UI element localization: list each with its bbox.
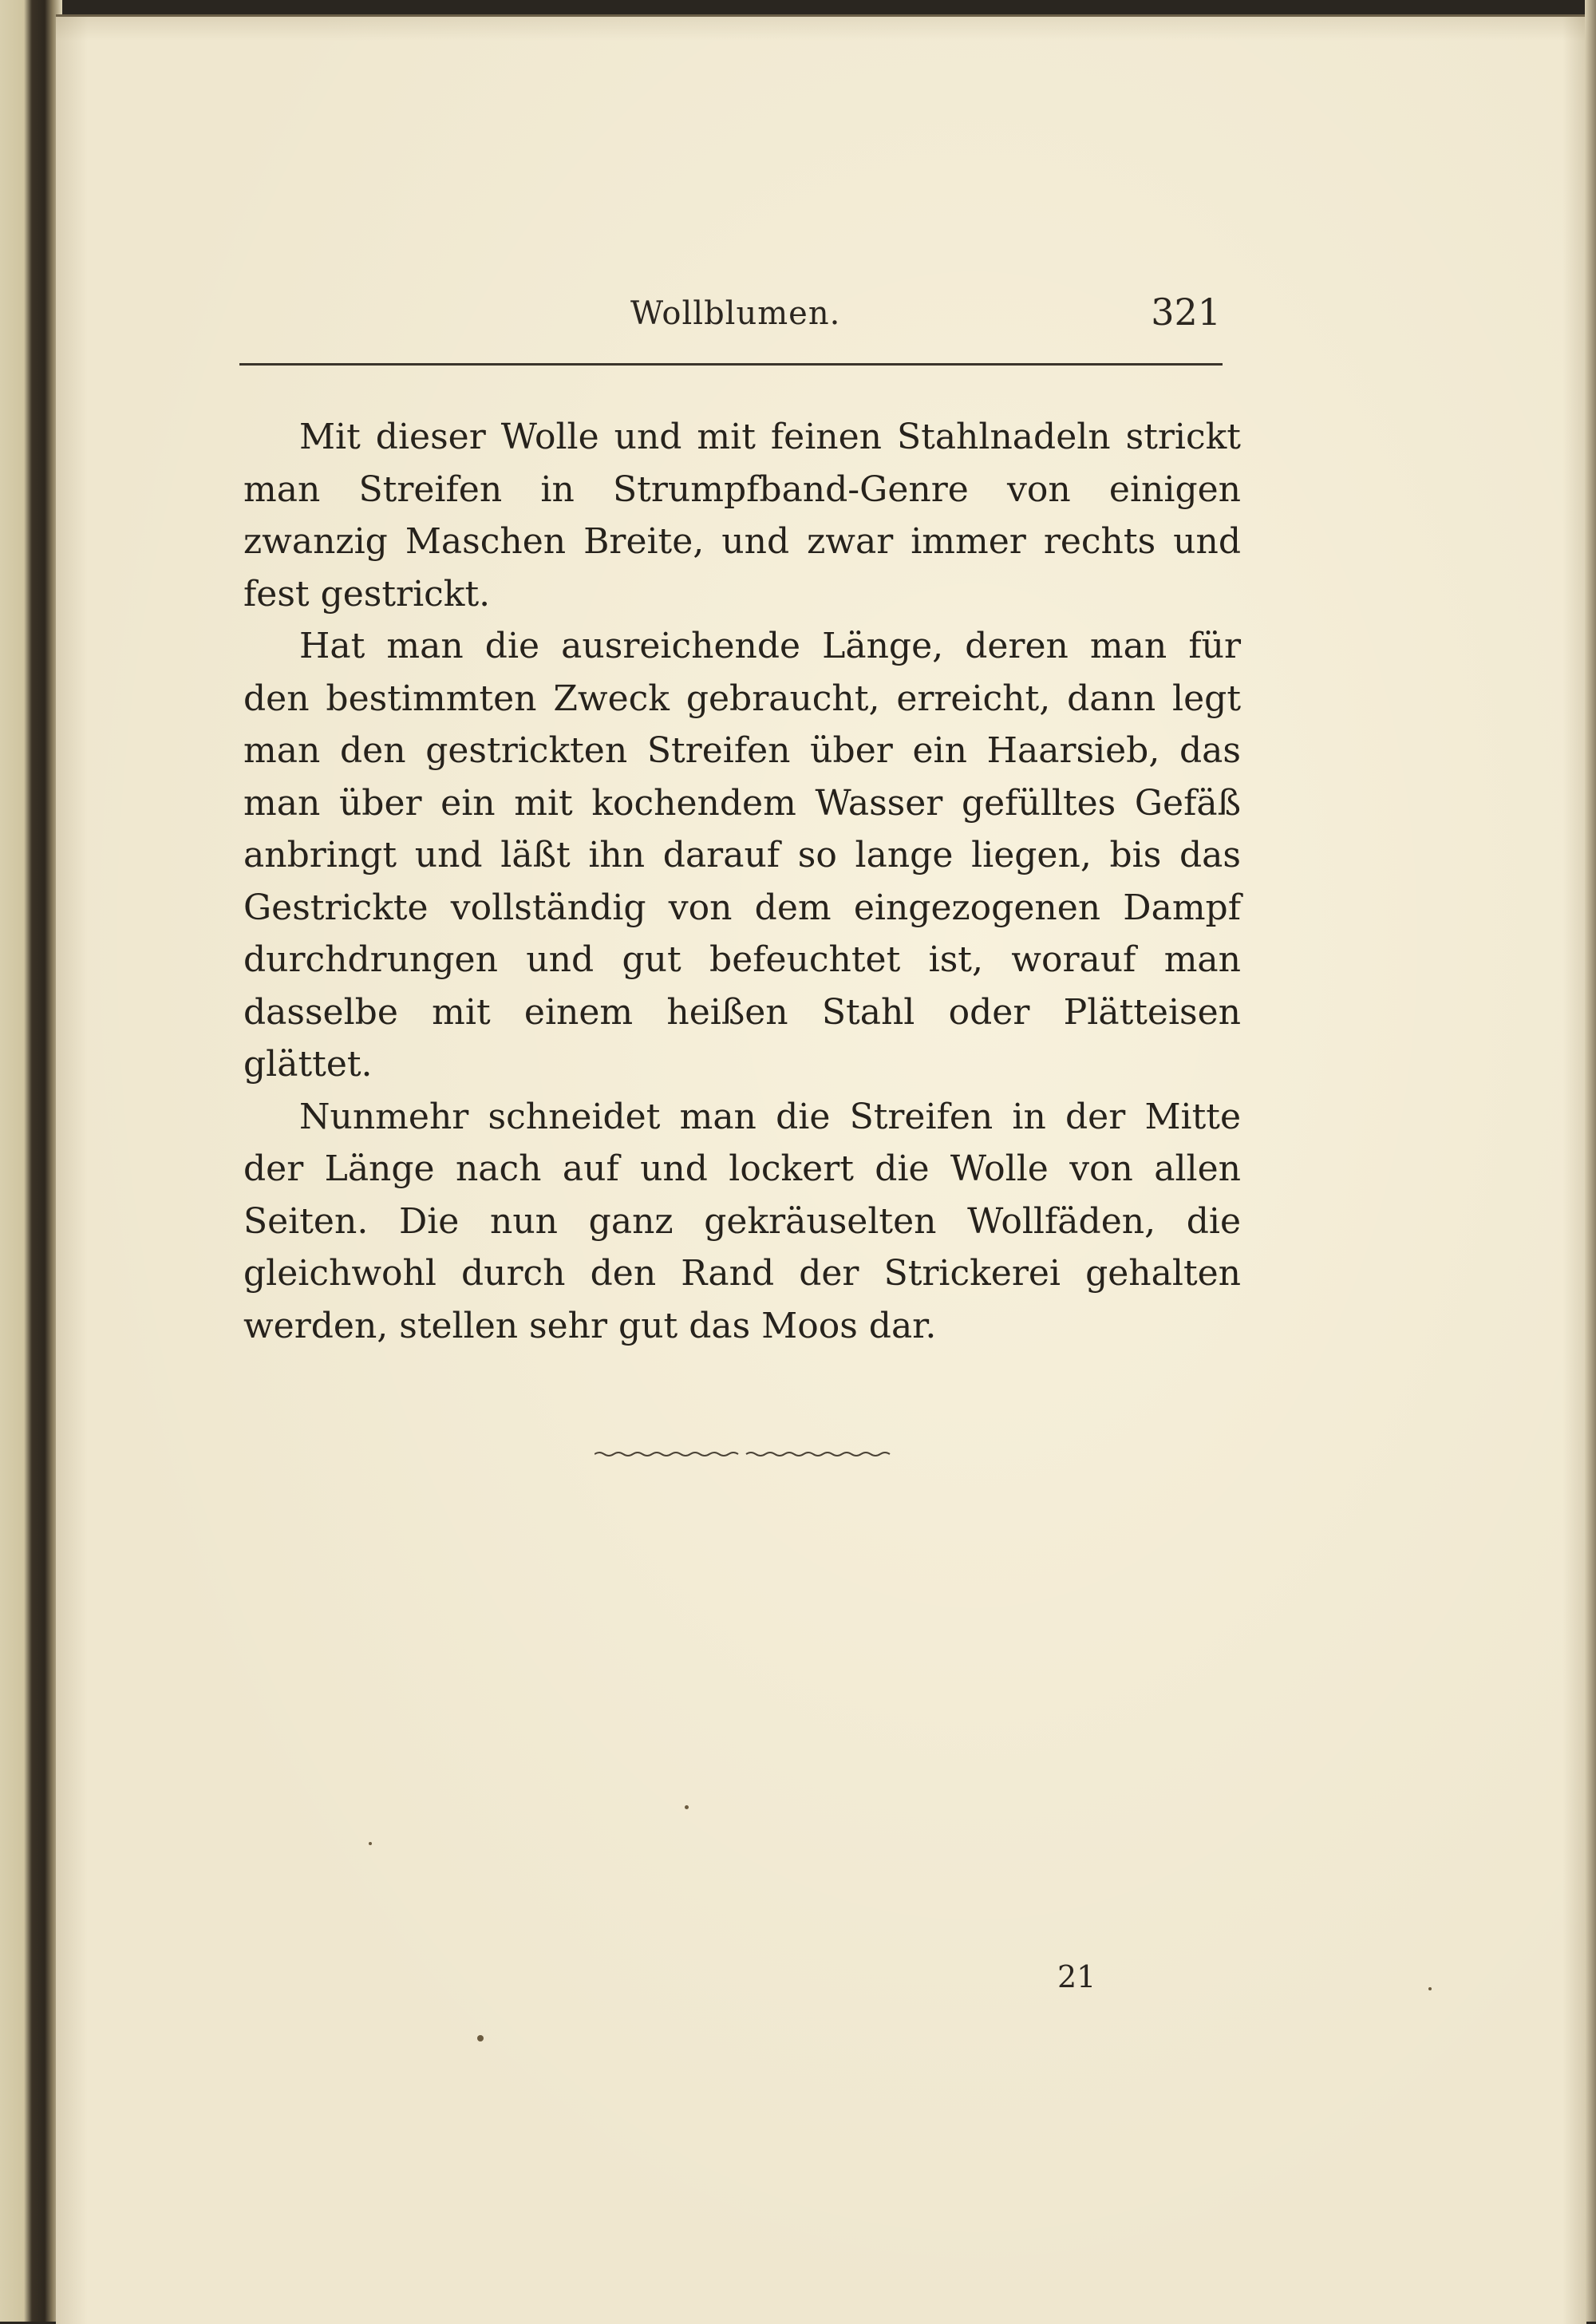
running-head	[239, 290, 1221, 343]
body-text	[243, 411, 1241, 1352]
page-edge	[1585, 0, 1596, 2322]
paper-speck	[1428, 1987, 1432, 1990]
running-head-title: Wollblumen.	[630, 295, 841, 332]
ornament-wavy-rule	[595, 1446, 898, 1462]
page-number: 321	[1151, 290, 1221, 334]
book-binding	[0, 0, 62, 2322]
signature-mark: 21	[1057, 1959, 1096, 1994]
paragraph-3: Nunmehr schneidet man die Streifen in der Mitte der Länge nach auf und lockert die Wolle von allen Seiten. Die nun ganz gekräuselten Wollfäden, die gleichwohl durch den Rand der Strickerei gehalten werden, stellen sehr gut das Moos dar.	[243, 1096, 1241, 1346]
header-rule	[239, 363, 1223, 366]
paper-speck	[685, 1805, 689, 1809]
paper-speck	[477, 2035, 484, 2041]
paragraph-2: Hat man die ausreichende Länge, deren man für den bestimmten Zweck gebraucht, erreicht, dann legt man den gestrickten Streifen über ein Haarsieb, das man über ein mit kochendem Wasser gefülltes Gefäß anbringt und läßt ihn darauf so lange liegen, bis das Gestrickte vollständig von dem eingezogenen Dampf durchdrungen und gut befeuchtet ist, worauf man dasselbe mit einem heißen Stahl oder Plätteisen glättet.	[243, 626, 1241, 1085]
paper-speck	[369, 1842, 372, 1845]
paragraph-1: Mit dieser Wolle und mit feinen Stahlnadeln strickt man Streifen in Strumpfband-Genre von einigen zwanzig Maschen Breite, und zwar immer rechts und fest gestrickt.	[243, 417, 1241, 615]
